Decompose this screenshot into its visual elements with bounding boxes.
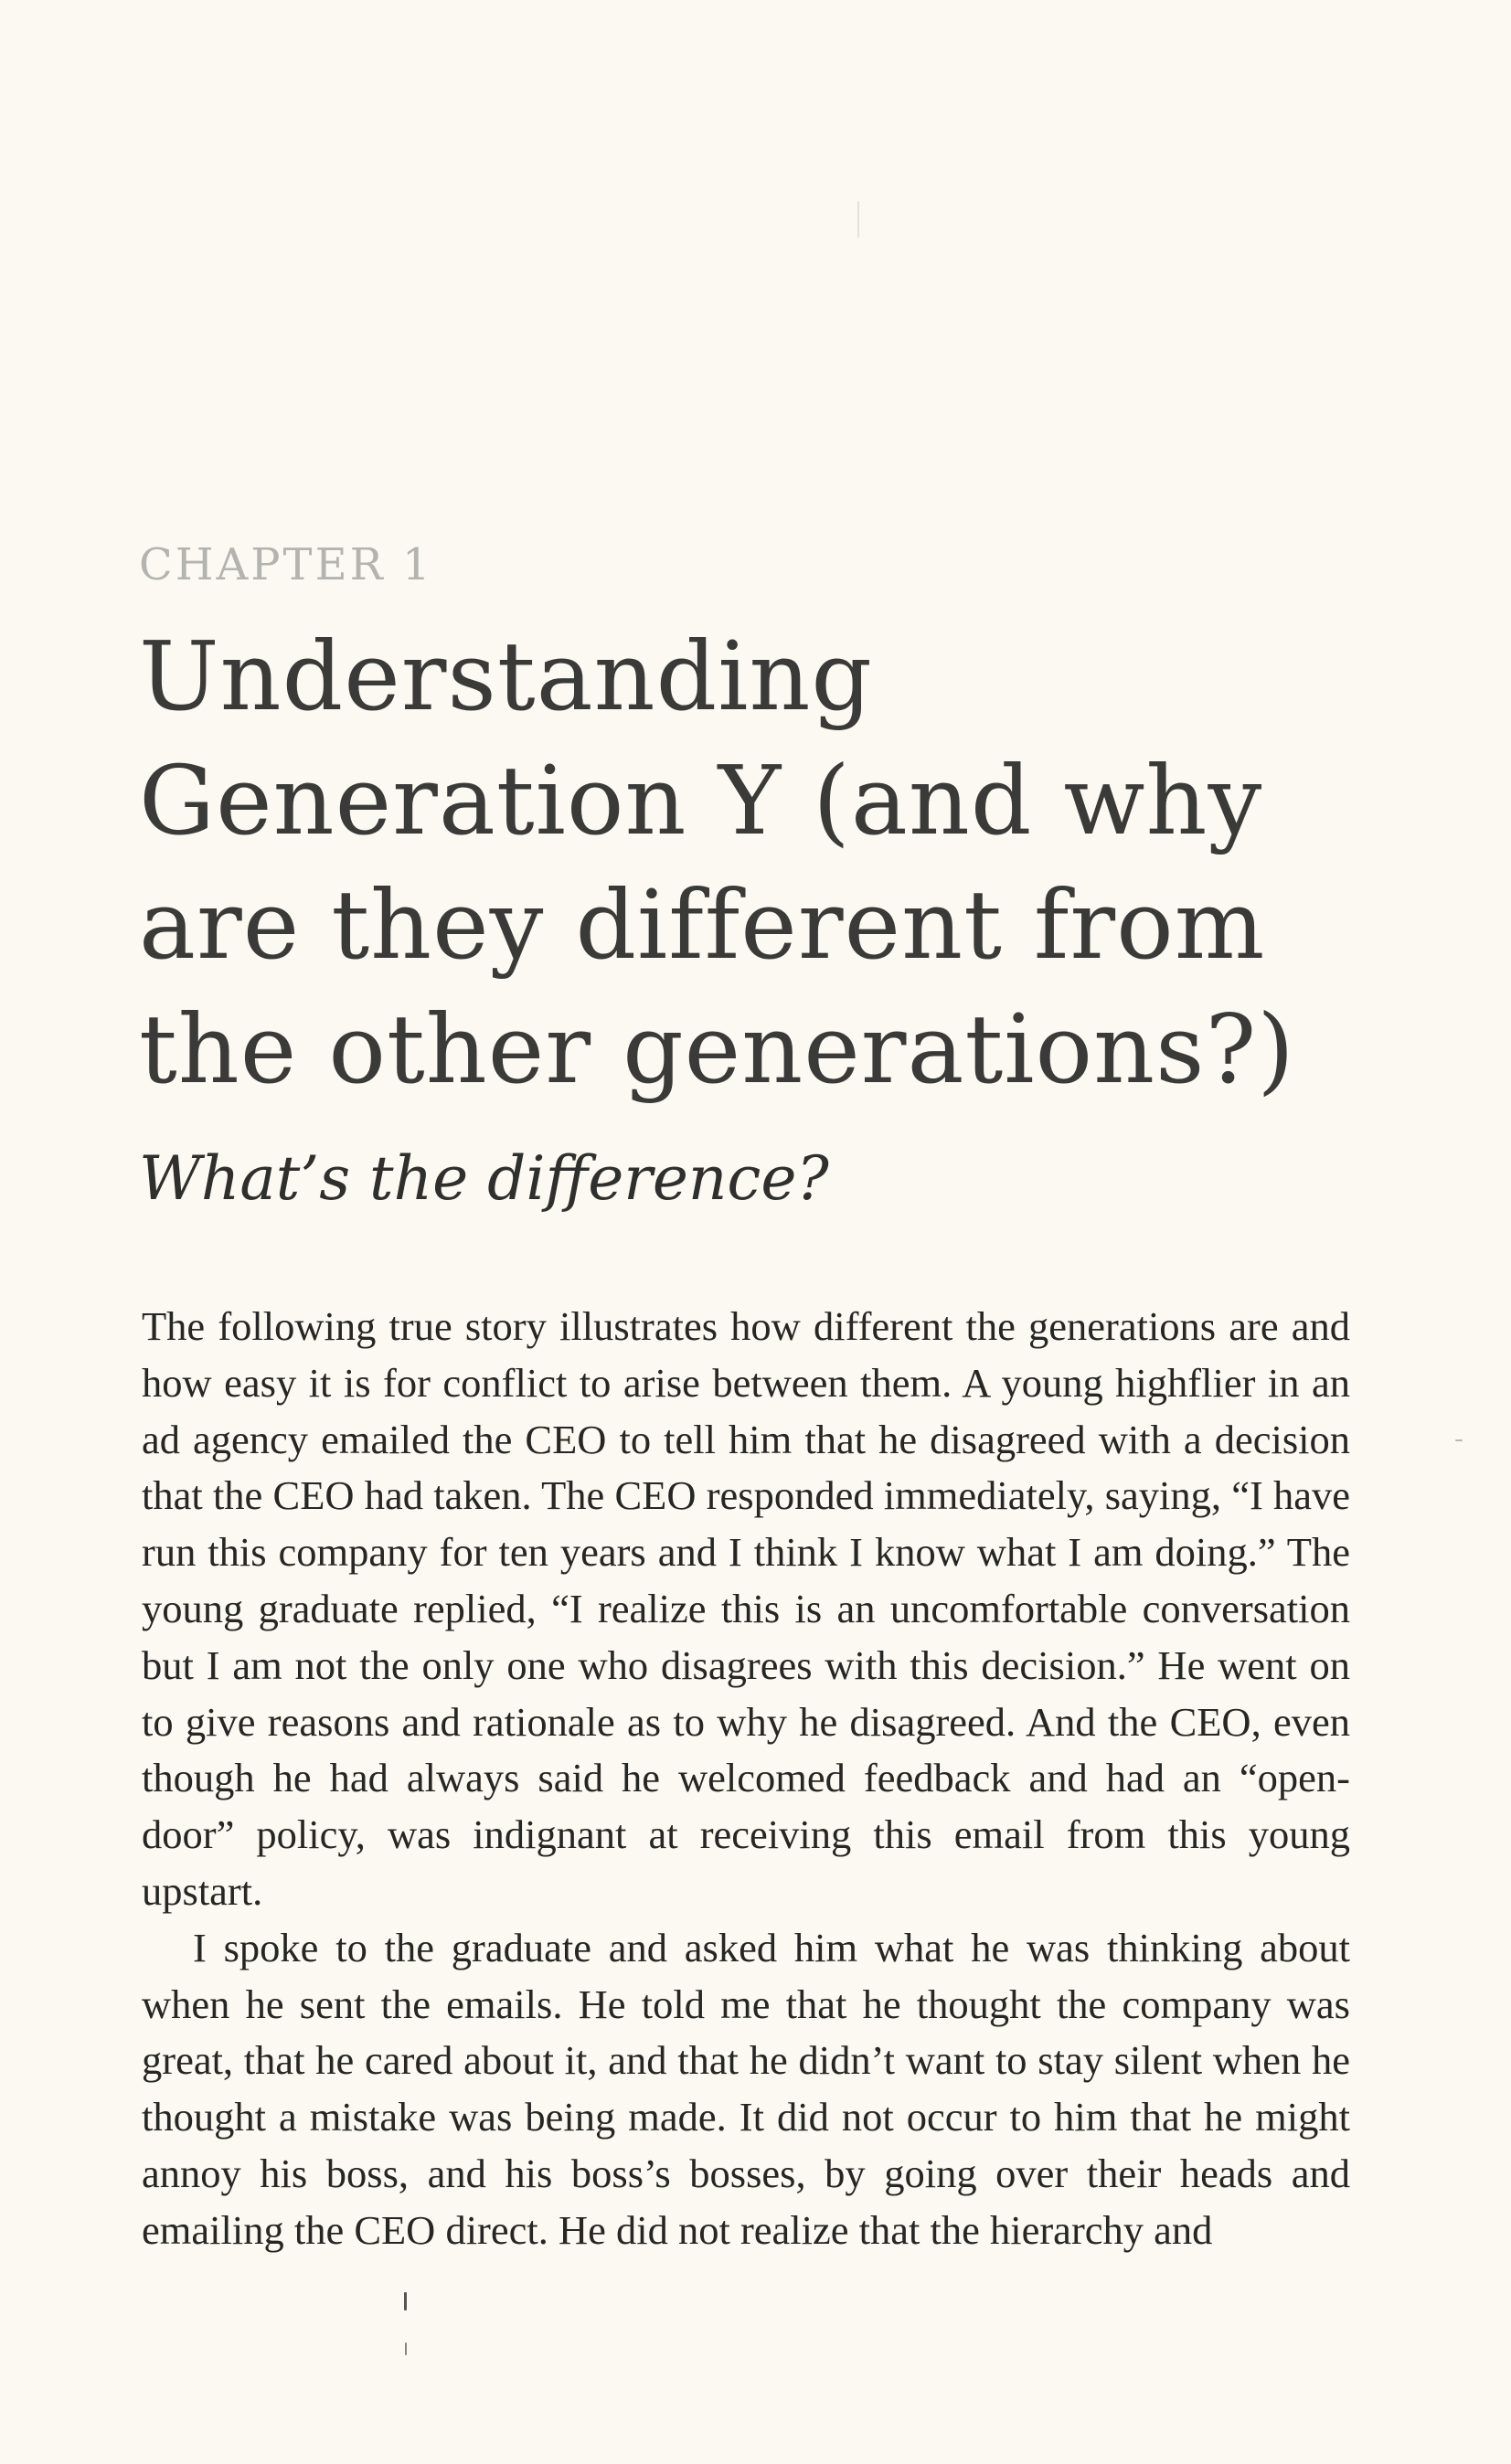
chapter-title: Understanding Generation Y (and why are they different from the other generations?): [139, 621, 1295, 1105]
paragraph-1: The following true story illustrates how different the generations are and how easy it is for conflict to arise between them. A young highflier in an ad agency emailed the CEO to tell him that he disagreed with a decision that the CEO had taken. The CEO responded immediately, saying, “I have run this company for ten years and I think I know what I am doing.” The young graduate replied, “I realize this is an uncomfortable conversation but I am not the only one who disagrees with this decision.” He went on to give reasons and rationale as to why he disagreed. And the CEO, even though he had always said he welcomed feedback and had an “open-door” policy, was indignant at receiving this email from this young upstart.: [142, 1303, 1350, 1914]
scan-mark: [404, 2292, 407, 2310]
body-text: [142, 1299, 1350, 2259]
section-heading: What’s the difference?: [139, 1143, 829, 1214]
chapter-label: CHAPTER 1: [139, 539, 433, 590]
scan-mark: [405, 2342, 407, 2355]
scan-mark: [857, 201, 859, 238]
scan-mark: [1455, 1439, 1463, 1441]
paragraph-2: I spoke to the graduate and asked him what he was thinking about when he sent the emails. He told me that he thought the company was great, that he cared about it, and that he didn’t want to stay silent when he thought a mistake was being made. It did not occur to him that he might annoy his boss, and his boss’s bosses, by going over their heads and emailing the CEO direct. He did not realize that the hierarchy and: [142, 1924, 1350, 2253]
